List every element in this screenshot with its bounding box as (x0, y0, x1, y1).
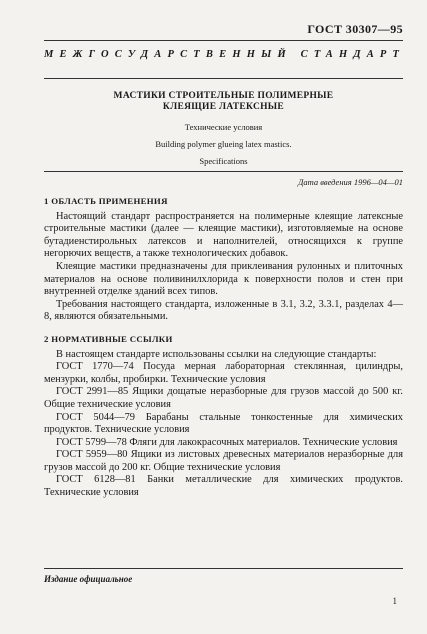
paragraph: В настоящем стандарте использованы ссылки на следующие стандарты: (56, 348, 377, 360)
reference-item: ГОСТ 2991—85 Ящики дощатые неразборные для грузов массой до 500 кг. Общие технические условия (44, 386, 403, 410)
title-block (44, 91, 403, 166)
interstate-standard-banner: МЕЖГОСУДАРСТВЕННЫЙ СТАНДАРТ (44, 49, 406, 60)
header-rule-top (44, 40, 403, 41)
intro-date: Дата введения 1996—04—01 (297, 177, 403, 187)
intro-rule (44, 171, 403, 172)
paragraph: Клеящие мастики предназначены для приклеивания рулонных и плиточных материалов на основе поливинилхлорида к поверхности полов и стен при внутренней отделке зданий всех типов. (44, 260, 403, 298)
title-ru-line2: КЛЕЯЩИЕ ЛАТЕКСНЫЕ (162, 102, 285, 112)
header-rule-bottom (44, 78, 403, 79)
title-en-line1: Building polymer glueing latex mastics. (155, 139, 292, 149)
document-body (44, 195, 403, 500)
page-number: 1 (392, 596, 397, 606)
title-ru-line1: МАСТИКИ СТРОИТЕЛЬНЫЕ ПОЛИМЕРНЫЕ (113, 91, 334, 101)
section-scope (44, 195, 403, 324)
reference-item: ГОСТ 6128—81 Банки металлические для химических продуктов. Технические условия (44, 474, 403, 499)
section-normative-references (44, 333, 403, 500)
reference-item: ГОСТ 5959—80 Ящики из листовых древесных материалов неразборные для грузов массой до 200 кг. Общие технические условия (44, 449, 403, 473)
gost-number: ГОСТ 30307—95 (307, 22, 403, 36)
subtitle-ru: Технические условия (184, 122, 263, 132)
paragraph: Настоящий стандарт распространяется на полимерные клеящие латексные строительные мастики (далее — клеящие мастики), изготовляемые на основе бутадиенстирольных латексов и наполнителей, относящихся к группе негорючих веществ, а также технологических добавок. (44, 210, 403, 260)
title-en-line2: Specifications (199, 156, 248, 166)
reference-item: ГОСТ 5799—78 Фляги для лакокрасочных материалов. Технические условия (56, 436, 398, 448)
official-edition-label: Издание официальное (44, 574, 133, 584)
reference-item: ГОСТ 5044—79 Барабаны стальные тонкостенные для химических продуктов. Технические условия (44, 411, 403, 436)
reference-item: ГОСТ 1770—74 Посуда мерная лабораторная стеклянная, цилиндры, мензурки, колбы, пробирки. Технические условия (44, 361, 403, 385)
section-heading: 2 НОРМАТИВНЫЕ ССЫЛКИ (44, 333, 173, 344)
paragraph: Требования настоящего стандарта, изложенные в 3.1, 3.2, 3.3.1, разделах 4—8, являются обязательными. (44, 298, 403, 323)
section-heading: 1 ОБЛАСТЬ ПРИМЕНЕНИЯ (44, 196, 168, 206)
footer-rule (44, 568, 403, 569)
